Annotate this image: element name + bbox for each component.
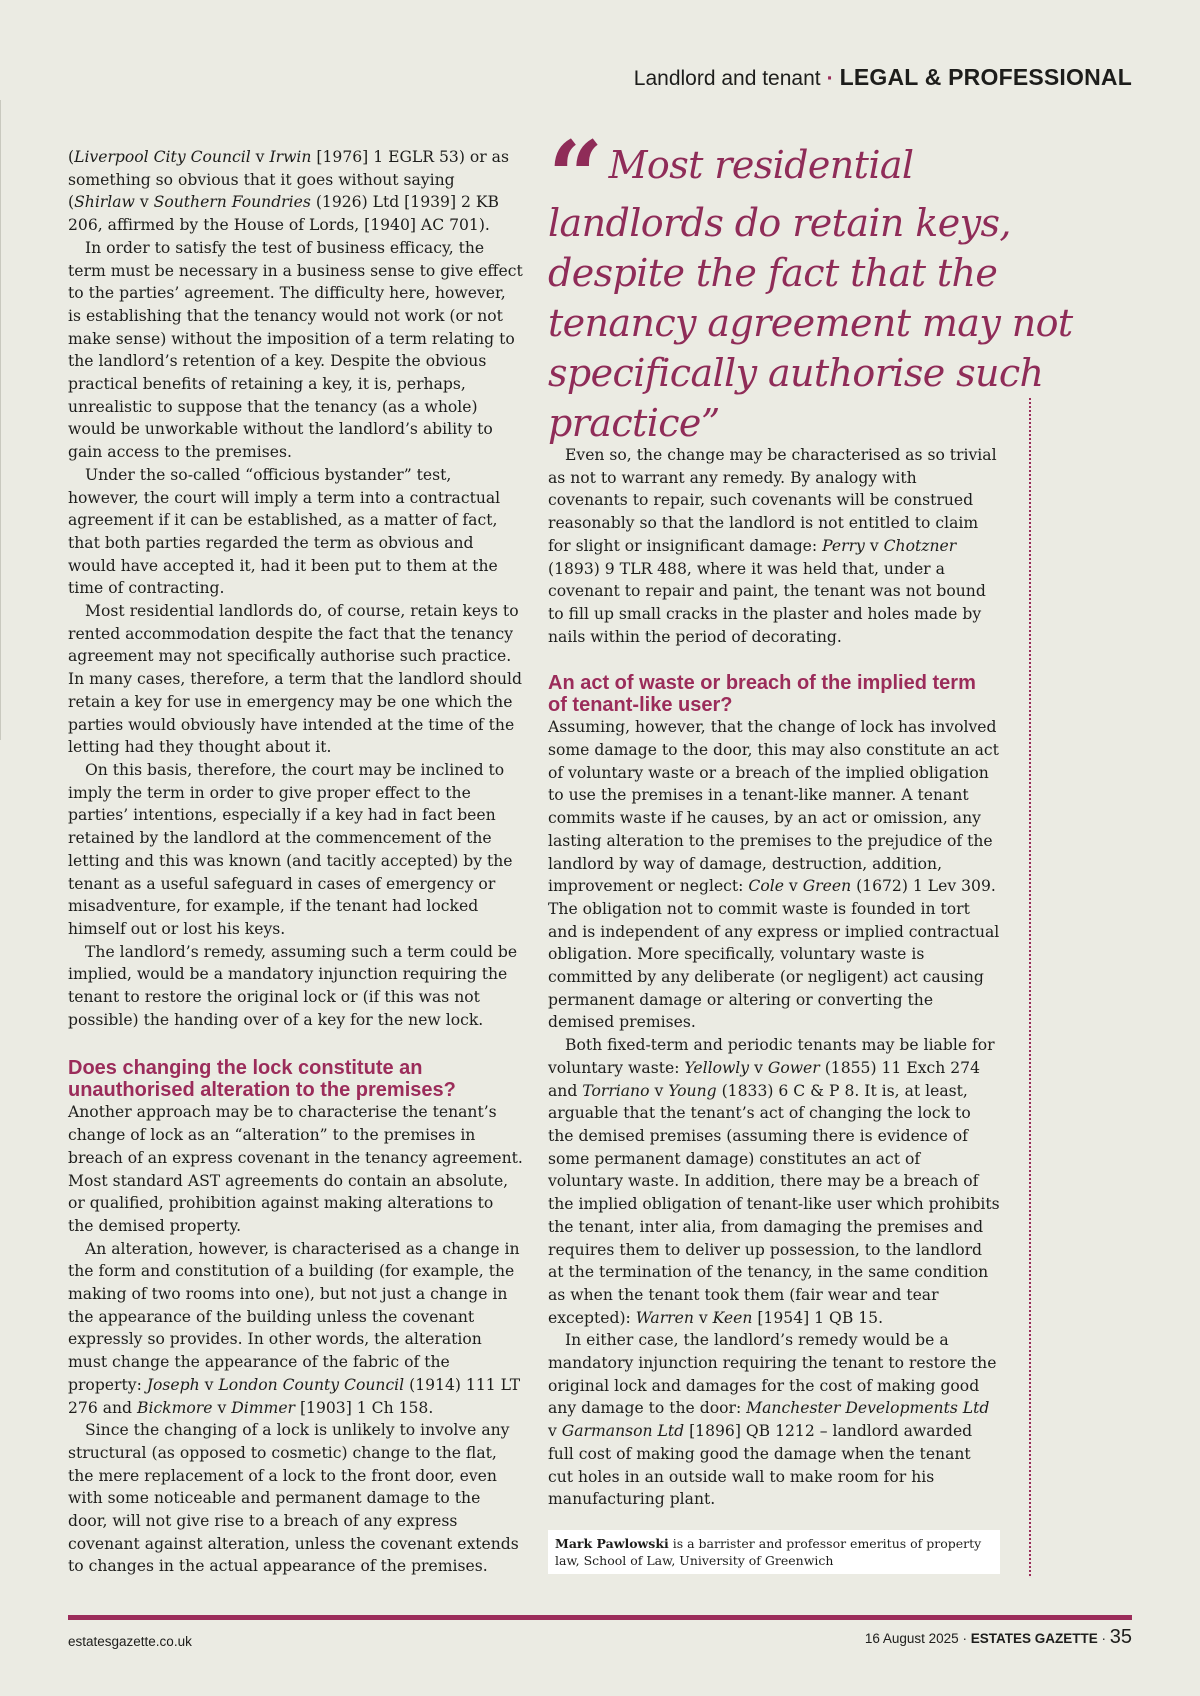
case-versus: v — [698, 1308, 708, 1327]
case-versus: v — [548, 1422, 557, 1441]
case-name: Gower — [767, 1058, 820, 1077]
case-name: Joseph — [146, 1375, 200, 1394]
case-versus: v — [869, 536, 879, 555]
paragraph: On this basis, therefore, the court may be inclined to imply the term in order to give proper effect to the parties’ intentions, especially if a key had in fact been retained by the landlord at the commencement of the letting and this was known (and tacitly accepted) by the tenant as a useful safeguard in cases of emergency or misadventure, for example, if the tenant had locked himself out or lost his keys. — [68, 760, 513, 938]
page-edge-line — [0, 100, 1, 740]
case-name: Southern Foundries — [153, 193, 311, 212]
case-name: London County Council — [218, 1375, 405, 1394]
text-run: [1896] QB 1212 – landlord awarded full cost of making good the damage when the tenant cut holes in an outside wall to make room for his manufacturing plant. — [548, 1422, 973, 1509]
text-run: In either case, the landlord’s remedy would be a mandatory injunction requiring the tenant to restore the original lock and damages for the cost of making good any damage to the door: — [548, 1331, 997, 1418]
case-versus: v — [754, 1058, 763, 1077]
text-run: (1926) Ltd [1939] 2 KB 206, affirmed by the House of Lords, [1940] AC 701). — [68, 193, 499, 235]
paragraph — [548, 444, 1000, 648]
paragraph — [548, 1329, 1000, 1511]
paragraph — [548, 716, 1000, 1034]
case-name: Yellowly — [684, 1058, 750, 1077]
text-run: Both fixed-term and periodic tenants may be liable for voluntary waste: — [548, 1036, 995, 1077]
case-versus: v — [217, 1398, 227, 1417]
author-description: is a barrister and professor emeritus of property law, School of Law, University of Greenwich — [555, 1536, 982, 1568]
text-run: [1954] 1 QB 15. — [752, 1308, 884, 1327]
website-url: estatesgazette.co.uk — [68, 1634, 192, 1649]
paragraph: (Liverpool City Council v Irwin [1976] 1 EGLR 53) or as something so obvious that it goes without saying (Shirlaw v Southern Foundries (1926) Ltd [1939] 2 KB 206, affirmed by the House of Lords, [1940] AC 701). — [68, 148, 509, 235]
case-name: Liverpool City Council — [74, 148, 251, 166]
section-heading: An act of waste or breach of the implied term of tenant-like user? — [548, 672, 976, 717]
case-versus: v — [255, 148, 265, 166]
case-versus: v — [204, 1375, 214, 1394]
text-run: (1833) 6 C & P 8. It is, at least, arguable that the tenant’s act of changing the lock to the demised premises (assuming there is evidence of some permanent damage) constitutes an act of voluntary waste. In addition, there may be a breach of the implied obligation of tenant-like user which prohibits the tenant, inter alia, from damaging the premises and requires them to deliver up possession, to the landlord at the termination of the tenancy, in the same condition as when the tenant took them (fair wear and tear excepted): — [548, 1081, 1000, 1327]
case-name: Green — [802, 877, 852, 896]
case-name: Keen — [712, 1308, 753, 1327]
footer-separator: · — [962, 1631, 967, 1646]
case-versus: v — [788, 877, 798, 896]
quote-mark-icon: “ — [548, 120, 603, 233]
text-run: (1914) 111 LT 276 and — [68, 1375, 521, 1417]
header-separator: · — [826, 67, 834, 90]
paragraph: In order to satisfy the test of business efficacy, the term must be necessary in a business sense to give effect to the parties’ agreement. The difficulty here, however, is establishing that the tenancy would not work (or not make sense) without the imposition of a term relating to the landlord’s retention of a key. Despite the obvious practical benefits of retaining a key, it is, perhaps, unrealistic to suppose that the tenancy (as a whole) would be unworkable without the landlord’s ability to gain access to the premises. — [68, 238, 523, 462]
case-name: Garmanson Ltd — [561, 1422, 685, 1441]
case-name: Chotzner — [883, 536, 957, 555]
case-name: Dimmer — [231, 1398, 295, 1417]
text-run: [1903] 1 Ch 158. — [295, 1398, 434, 1417]
paragraph: Most residential landlords do, of course, retain keys to rented accommodation despite the fact that the tenancy agreement may not specifically authorise such practice. In many cases, therefore, a term that the landlord should retain a key for use in emergency may be one which the parties would obviously have intended at the time of the letting had they thought about it. — [68, 602, 523, 757]
text-run: An alteration, however, is characterised as a change in the form and constitution of a building (for example, the making of two rooms into one), but not just a change in the appearance of the building unless the covenant expressly so provides. In other words, the alteration must change the appearance of the fabric of the property: — [68, 1239, 520, 1394]
section-title: LEGAL & PROFESSIONAL — [839, 64, 1132, 90]
paragraph: The landlord’s remedy, assuming such a term could be implied, would be a mandatory injunction requiring the tenant to restore the original lock or (if this was not possible) the handing over of a key for the new lock. — [68, 942, 518, 1029]
case-name: Warren — [635, 1308, 694, 1327]
case-name: Young — [668, 1081, 717, 1100]
publication-name: ESTATES GAZETTE — [970, 1631, 1098, 1646]
text-run: (1855) 11 Exch 274 and — [548, 1058, 980, 1100]
paragraph — [548, 1034, 1000, 1329]
case-name: Cole — [748, 877, 784, 896]
paragraph: Another approach may be to characterise the tenant’s change of lock as an “alteration” to the premises in breach of an express covenant in the tenancy agreement. Most standard AST agreements do contain an absolute, or qualified, prohibition against making alterations to the demised property. — [68, 1103, 523, 1235]
footer-separator: · — [1101, 1631, 1106, 1646]
pull-quote — [548, 120, 1088, 448]
author-bio — [548, 1530, 1000, 1574]
paragraph: Since the changing of a lock is unlikely to involve any structural (as opposed to cosmetic) change to the flat, the mere replacement of a lock to the front door, even with some noticeable and permanent damage to the door, will not give rise to a breach of any express covenant against alteration, unless the covenant extends to changes in the actual appearance of the premises. — [68, 1421, 519, 1576]
page-footer-info — [865, 1626, 1132, 1649]
page-header — [634, 64, 1132, 91]
text-run: (1893) 9 TLR 488, where it was held that, under a covenant to repair and paint, the tenant was not bound to fill up small cracks in the plaster and holes made by nails within the period of decorating. — [548, 559, 986, 646]
case-name: Irwin — [269, 148, 312, 166]
case-name: Perry — [822, 536, 865, 555]
footer-rule — [68, 1615, 1132, 1620]
author-name: Mark Pawlowski — [555, 1536, 669, 1551]
column-divider — [1029, 398, 1031, 1576]
left-column — [68, 146, 523, 1578]
text-run: Assuming, however, that the change of lock has involved some damage to the door, this may also constitute an act of voluntary waste or a breach of the implied obligation to use the premises in a tenant-like manner. A tenant commits waste if he causes, by an act or omission, any lasting alteration to the premises to the prejudice of the landlord by way of damage, destruction, addition, improvement or neglect: — [548, 718, 999, 896]
issue-date: 16 August 2025 — [864, 1631, 959, 1646]
text-run: Even so, the change may be characterised as so trivial as not to warrant any remedy. By analogy with covenants to repair, such covenants will be construed reasonably so that the landlord is not entitled to claim for slight or insignificant damage: — [548, 446, 997, 555]
case-name: Shirlaw — [74, 193, 135, 212]
case-name: Bickmore — [137, 1398, 213, 1417]
pull-quote-text: Most residential landlords do retain keys, despite the fact that the tenancy agreement may not specifically authorise such practice” — [548, 143, 1073, 445]
right-column — [548, 444, 1000, 1511]
paragraph — [68, 1238, 523, 1420]
case-name: Manchester Developments Ltd — [746, 1399, 990, 1418]
text-run: (1672) 1 Lev 309. The obligation not to commit waste is founded in tort and is independent of any express or implied contractual obligation. More specifically, voluntary waste is committed by any deliberate (or negligent) act causing permanent damage or altering or converting the demised premises. — [548, 877, 1000, 1032]
page-number: 35 — [1109, 1626, 1132, 1648]
case-versus: v — [654, 1081, 664, 1100]
section-heading: Does changing the lock constitute an unauthorised alteration to the premises? — [68, 1057, 456, 1102]
paragraph: Under the so-called “officious bystander” test, however, the court will imply a term into a contractual agreement if it can be established, as a matter of fact, that both parties regarded the term as obvious and would have accepted it, had it been put to them at the time of contracting. — [68, 465, 501, 598]
text-run: [1976] 1 EGLR 53) or as something so obvious that it goes without saying ( — [68, 148, 509, 212]
section-name: Landlord and tenant — [633, 67, 821, 90]
case-name: Torriano — [582, 1081, 650, 1100]
case-versus: v — [139, 193, 149, 212]
